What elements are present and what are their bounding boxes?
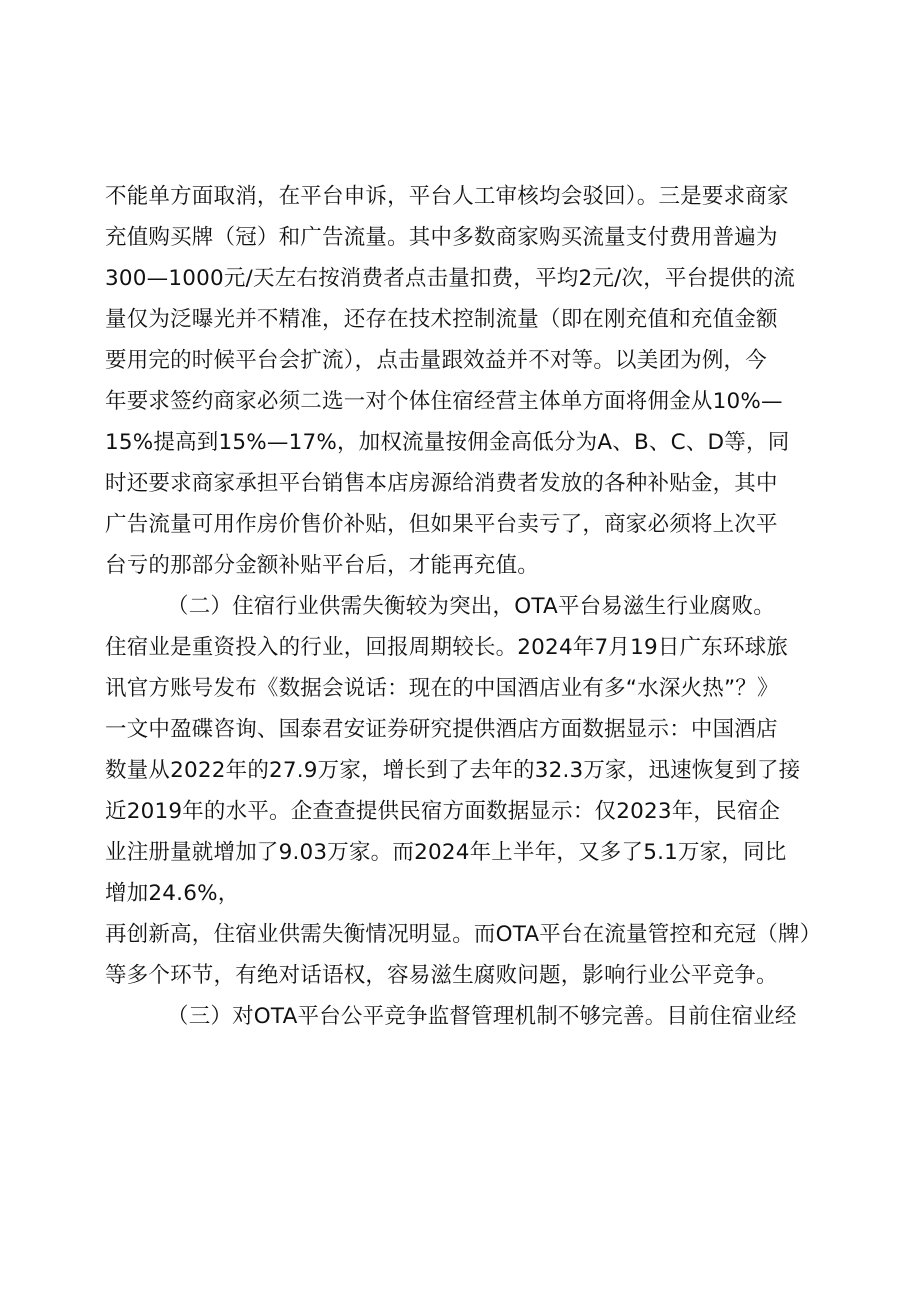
text-line: 台亏的那部分金额补贴平台后，才能再充值。 [105,553,540,578]
text-line: 近2019年的水平。企查查提供民宿方面数据显示：仅2023年，民宿企 [105,799,781,824]
text-line: 要用完的时候平台会扩流），点击量跟效益并不对等。以美团为例，今 [105,348,767,373]
text-line: 不能单方面取消，在平台申诉，平台人工审核均会驳回）。三是要求商家 [105,184,789,209]
section-heading-3: （三）对OTA平台公平竞争监督管理机制不够完善。目前住宿业经 [167,1004,797,1029]
text-line: 量仅为泛曝光并不精准，还存在技术控制流量（即在刚充值和充值金额 [105,307,778,332]
text-line: 300—1000元/天左右按消费者点击量扣费，平均2元/次，平台提供的流 [105,266,796,291]
text-line: 业注册量就增加了9.03万家。而2024年上半年，又多了5.1万家，同比 [105,840,787,865]
text-line: 15%提高到15%—17%，加权流量按佣金高低分为A、B、C、D等，同 [105,430,790,455]
text-line: 增加24.6%， [105,881,240,906]
text-line: 一文中盈碟咨询、国泰君安证券研究提供酒店方面数据显示：中国酒店 [105,717,778,742]
text-line: 住宿业是重资投入的行业，回报周期较长。2024年7月19日广东环球旅 [105,635,789,660]
text-line: 讯官方账号发布《数据会说话：现在的中国酒店业有多“水深火热”？》 [105,676,779,701]
text-line: 等多个环节，有绝对话语权，容易滋生腐败问题，影响行业公平竞争。 [105,963,778,988]
text-line: 数量从2022年的27.9万家，增长到了去年的32.3万家，迅速恢复到了接 [105,758,801,783]
section-heading-2: （二）住宿行业供需失衡较为突出，OTA平台易滋生行业腐败。 [167,594,775,619]
text-line: 年要求签约商家必须二选一对个体住宿经营主体单方面将佣金从10%— [105,389,783,414]
text-line: 充值购买牌（冠）和广告流量。其中多数商家购买流量支付费用普遍为 [105,225,778,250]
text-line: 广告流量可用作房价售价补贴，但如果平台卖亏了，商家必须将上次平 [105,512,778,537]
text-line: 时还要求商家承担平台销售本店房源给消费者发放的各种补贴金，其中 [105,471,778,496]
text-line: 再创新高，住宿业供需失衡情况明显。而OTA平台在流量管控和充冠（牌） [105,922,822,947]
body-text [105,176,835,1037]
